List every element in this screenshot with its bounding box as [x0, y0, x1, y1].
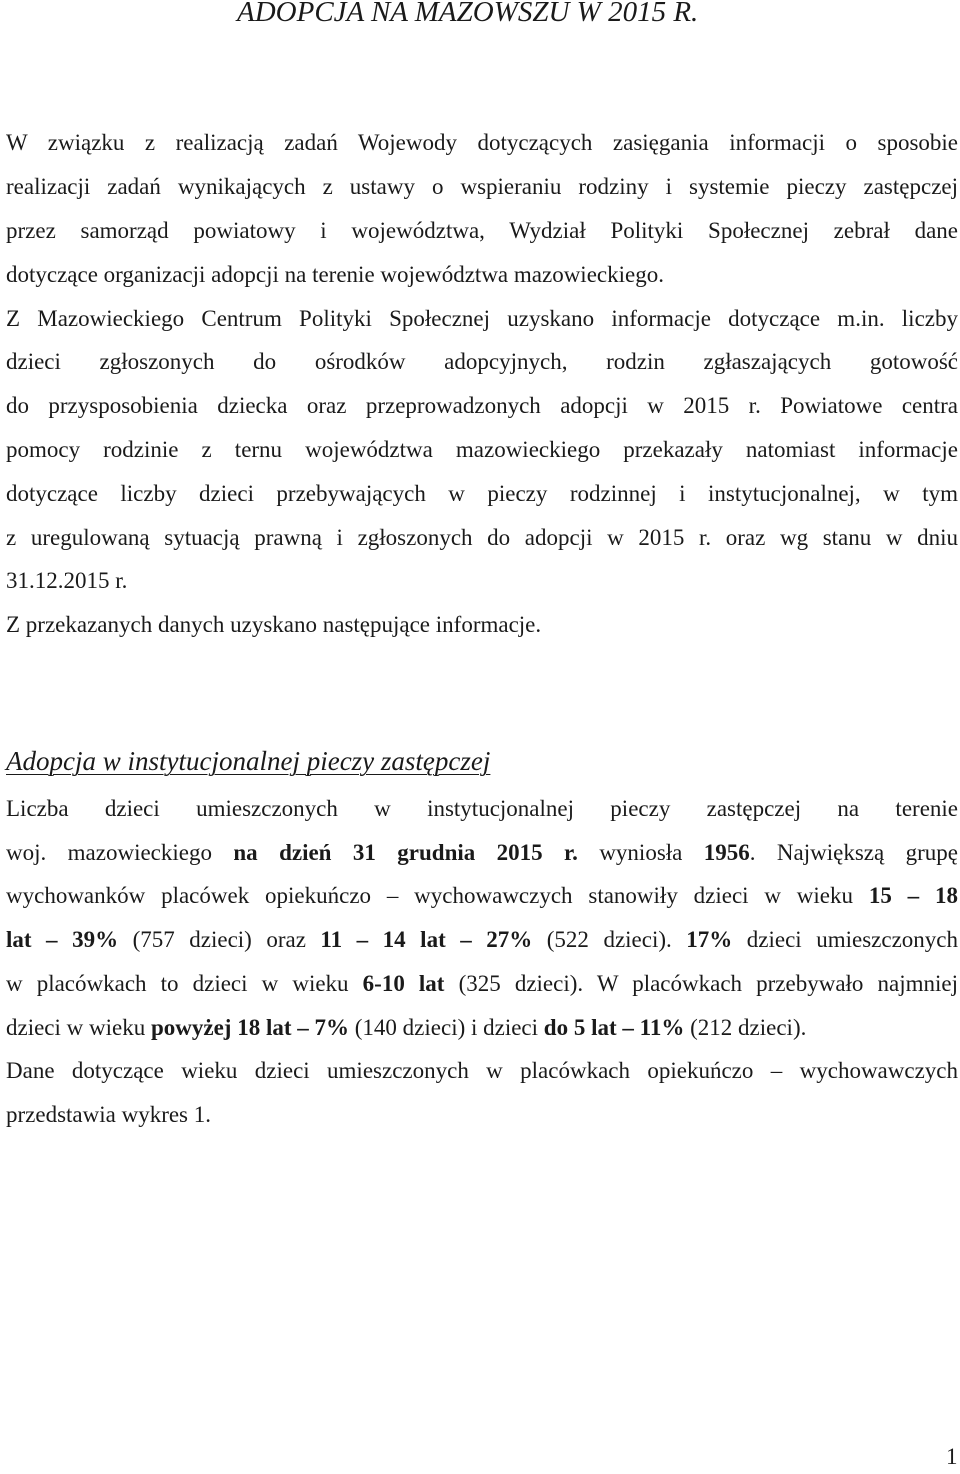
- bold-text: powyżej 18 lat – 7%: [150, 1015, 350, 1040]
- intro-line: do przysposobienia dziecka oraz przeprowadzonych adopcji w 2015 r. Powiatowe centra: [6, 393, 958, 418]
- text-segment: dzieci w wieku: [6, 1015, 151, 1040]
- section-line: [6, 881, 958, 911]
- section-line: [6, 1013, 806, 1043]
- section-line: [6, 969, 958, 999]
- bold-text: 17%: [686, 927, 733, 952]
- intro-line: 31.12.2015 r.: [6, 568, 128, 593]
- section-line: [6, 794, 958, 824]
- bold-text: na dzień 31 grudnia 2015 r.: [233, 840, 578, 865]
- bold-text: 15 – 18: [868, 883, 958, 908]
- intro-line: dotyczące liczby dzieci przebywających w pieczy rodzinnej i instytucjonalnej, w tym: [6, 481, 958, 506]
- bold-text: 11 – 14 lat – 27%: [320, 927, 533, 952]
- intro-line: przez samorząd powiatowy i województwa, Wydział Polityki Społecznej zebrał dane: [6, 218, 958, 243]
- section-line: [6, 925, 958, 955]
- intro-line: dzieci zgłoszonych do ośrodków adopcyjnych, rodzin zgłaszających gotowość: [6, 349, 958, 374]
- intro-line: z uregulowaną sytuacją prawną i zgłoszonych do adopcji w 2015 r. oraz wg stanu w dniu: [6, 525, 958, 550]
- text-segment: Dane dotyczące wieku dzieci umieszczonych w placówkach opiekuńczo – wychowawczych: [6, 1058, 958, 1083]
- text-segment: wychowanków placówek opiekuńczo – wychowawczych stanowiły dzieci w wieku: [6, 883, 869, 908]
- bold-text: 1956: [703, 840, 750, 865]
- intro-line: realizacji zadań wynikających z ustawy o wspieraniu rodziny i systemie pieczy zastępczej: [6, 174, 958, 199]
- intro-line: Z przekazanych danych uzyskano następujące informacje.: [6, 612, 542, 637]
- text-segment: w placówkach to dzieci w wieku: [6, 971, 363, 996]
- bold-text: do 5 lat – 11%: [543, 1015, 685, 1040]
- text-segment: Liczba dzieci umieszczonych w instytucjonalnej pieczy zastępczej na terenie: [6, 796, 958, 821]
- text-segment: przedstawia wykres 1.: [6, 1102, 212, 1127]
- intro-line: Z Mazowieckiego Centrum Polityki Społecznej uzyskano informacje dotyczące m.in. liczby: [6, 306, 958, 331]
- text-segment: (140 dzieci) i dzieci: [349, 1015, 544, 1040]
- intro-line: dotyczące organizacji adopcji na terenie województwa mazowieckiego.: [6, 262, 664, 287]
- intro-line: pomocy rodzinie z ternu województwa mazowieckiego przekazały natomiast informacje: [6, 437, 958, 462]
- text-segment: woj. mazowieckiego: [6, 840, 234, 865]
- text-segment: dzieci umieszczonych: [732, 927, 958, 952]
- text-segment: . Największą grupę: [749, 840, 958, 865]
- section-line: [6, 1056, 958, 1086]
- text-segment: (325 dzieci). W placówkach przebywało najmniej: [444, 971, 959, 996]
- section-line: [6, 1100, 211, 1130]
- document-title: ADOPCJA NA MAZOWSZU W 2015 R.: [237, 0, 699, 28]
- text-segment: (757 dzieci) oraz: [118, 927, 321, 952]
- bold-text: 6-10 lat: [362, 971, 445, 996]
- section-line: [6, 838, 958, 868]
- page-number: 1: [946, 1444, 958, 1469]
- text-segment: (522 dzieci).: [532, 927, 687, 952]
- text-segment: wyniosła: [577, 840, 704, 865]
- section-heading: Adopcja w instytucjonalnej pieczy zastępczej: [6, 746, 491, 776]
- intro-line: W związku z realizacją zadań Wojewody dotyczących zasięgania informacji o sposobie: [6, 130, 958, 155]
- text-segment: (212 dzieci).: [684, 1015, 807, 1040]
- bold-text: lat – 39%: [6, 927, 119, 952]
